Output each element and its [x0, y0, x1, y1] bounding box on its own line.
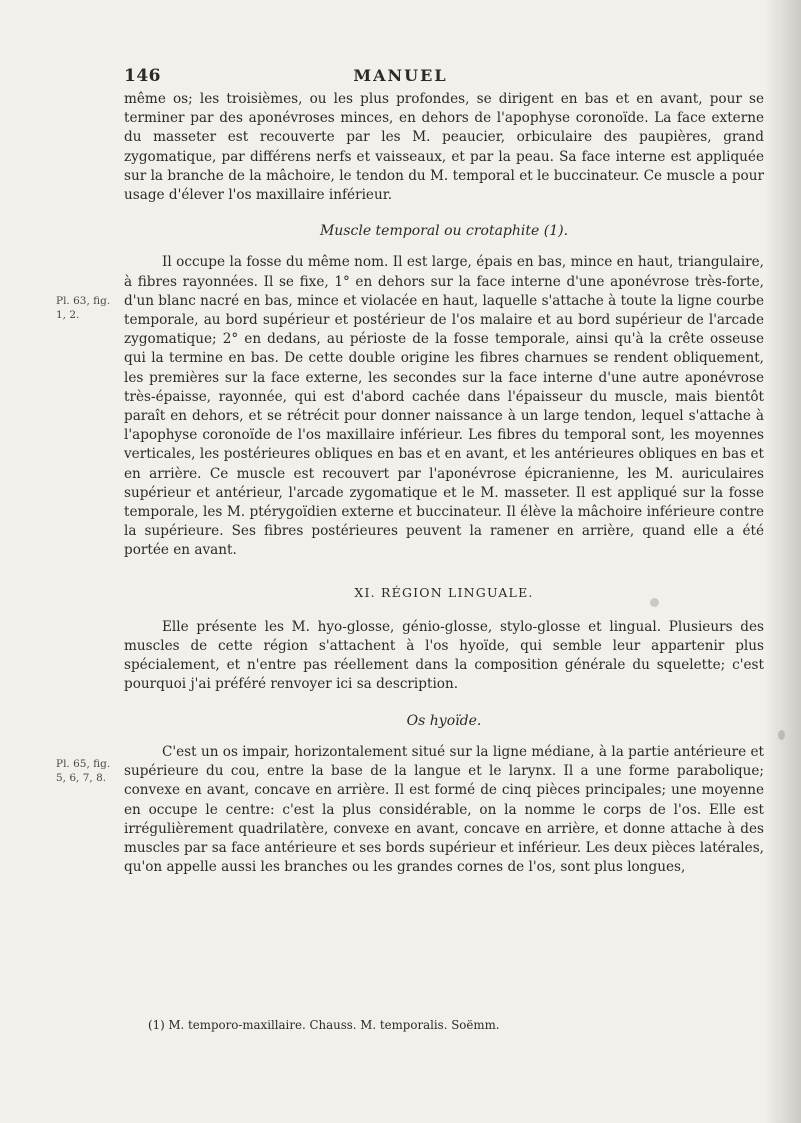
temporal-paragraph: Il occupe la fosse du même nom. Il est large, épais en bas, mince en haut, triangulaire, à fibres rayonnées. Il se fixe, 1° en dehors sur la face interne d'une aponévrose très-forte, d'un blanc nacré en bas, mince et violacée en haut, laquelle s'attache à toute la ligne courbe temporale, au bord supérieur et postérieur de l'os malaire et au bord supérieur de l'arcade zygomatique; 2° en dedans, au périoste de la fosse temporale, ainsi qu'à la crête osseuse qui la termine en bas. De cette double origine les fibres charnues se rendent obliquement, les premières sur la face externe, les secondes sur la face interne d'une autre aponévrose très-épaisse, rayonnée, qui est d'abord cachée dans l'épaisseur du muscle, mais bientôt paraît en dehors, et se rétrécit pour donner naissance à un large tendon, lequel s'attache à l'apophyse coronoïde de l'os maxillaire inférieur. Les fibres du temporal sont, les moyennes verticales, les postérieures obliques en bas et en avant, et les antérieures obliques en bas et en arrière. Ce muscle est recouvert par l'aponévrose épicranienne, les M. auriculaires supérieur et antérieur, l'arcade zygomatique et le M. masseter. Il est appliqué sur la fosse temporale, les M. ptérygoïdien externe et buccinateur. Il élève la mâchoire inférieure contre la supérieure. Ses fibres postérieures peuvent la ramener en arrière, quand elle a été portée en avant.	[124, 254, 764, 559]
lingual-paragraph: Elle présente les M. hyo-glosse, génio-glosse, stylo-glosse et lingual. Plusieurs des muscles de cette région s'attachent à l'os hyoïde, qui semble leur appartenir plus spécialement, et n'entre pas réellement dans la composition générale du squelette; c'est pourquoi j'ai préféré renvoyer ici sa description.	[124, 618, 764, 693]
running-title: MANUEL	[353, 66, 448, 85]
opening-paragraph: même os; les troisièmes, ou les plus profondes, se dirigent en bas et en avant, pour se terminer par des aponévroses minces, en dehors de l'apophyse coronoïde. La face externe du masseter est recouverte par les M. peaucier, orbiculaire des paupières, grand zygomatique, par différens nerfs et vaisseaux, et par la peau. Sa face interne est appliquée sur la branche de la mâchoire, le tendon du M. temporal et le buccinateur. Ce muscle a pour usage d'élever l'os maxillaire inférieur.	[124, 91, 764, 204]
temporal-section-title: Muscle temporal ou crotaphite (1).	[319, 223, 569, 240]
main-text	[124, 90, 764, 877]
hyoid-section-title: Os hyoïde.	[406, 712, 482, 729]
hyoid-paragraph: C'est un os impair, horizontalement situé sur la ligne médiane, à la partie antérieure et supérieure du cou, entre la base de la langue et le larynx. Il a une forme parabolique; convexe en avant, concave en arrière. Il est formé de cinq pièces principales; une moyenne en occupe le centre: c'est la plus considérable, on la nomme le corps de l'os. Elle est irrégulièrement quadrilatère, convexe en avant, concave en arrière, et donne attache à des muscles par sa face antérieure et ses bords supérieur et inférieur. Les deux pièces latérales, qu'on appelle aussi les branches ou les grandes cornes de l'os, sont plus longues,	[124, 743, 764, 876]
ink-blot	[778, 730, 785, 740]
page-edge-shadow	[779, 0, 801, 1123]
footnote: (1) M. temporo-maxillaire. Chauss. M. temporalis. Soëmm.	[148, 1018, 500, 1032]
page-number: 146	[124, 66, 161, 86]
lingual-region-title: XI. RÉGION LINGUALE.	[354, 584, 534, 600]
margin-note-temporal: Pl. 63, fig. 1, 2.	[56, 295, 111, 321]
margin-note-hyoid: Pl. 65, fig. 5, 6, 7, 8.	[56, 758, 111, 784]
ink-blot	[650, 598, 659, 607]
